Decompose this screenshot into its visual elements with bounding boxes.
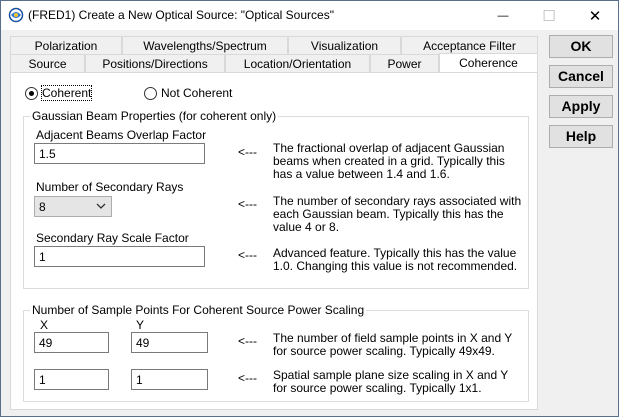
- tab-power[interactable]: Power: [370, 54, 439, 73]
- minimize-button[interactable]: [480, 1, 526, 30]
- help-button[interactable]: Help: [549, 125, 613, 148]
- tab-polarization[interactable]: Polarization: [10, 36, 122, 55]
- not-coherent-radio[interactable]: [144, 86, 232, 100]
- x-column-label: X: [40, 318, 49, 332]
- secondary-rays-value: 8: [39, 200, 46, 214]
- close-icon: ✕: [588, 7, 602, 25]
- scale-description: Advanced feature. Typically this has the value 1.0. Changing this value is not recommended.: [273, 246, 518, 273]
- window-title: (FRED1) Create a New Optical Source: "Optical Sources": [28, 8, 334, 22]
- secondary-rays-label: Number of Secondary Rays: [36, 180, 184, 194]
- tab-wavelengths-spectrum[interactable]: Wavelengths/Spectrum: [122, 36, 288, 55]
- sample-points-group-title: Number of Sample Points For Coherent Source Power Scaling: [32, 303, 365, 317]
- coherent-radio[interactable]: [25, 86, 91, 100]
- overlap-factor-input[interactable]: [34, 143, 205, 164]
- plane-scale-x-input[interactable]: [34, 369, 109, 390]
- tab-coherence[interactable]: Coherence: [439, 53, 538, 73]
- chevron-down-icon: [95, 200, 107, 212]
- secondary-rays-arrow: <---: [238, 197, 257, 211]
- gaussian-beam-group-title: Gaussian Beam Properties (for coherent only): [32, 109, 277, 123]
- plane-scale-y-input[interactable]: [131, 369, 208, 390]
- coherence-panel: [10, 72, 538, 410]
- ok-button[interactable]: OK: [549, 35, 613, 58]
- sample-points-group: [23, 303, 529, 402]
- overlap-description: The fractional overlap of adjacent Gaussian beams when created in a grid. Typically this has a value between 1.4 and 1.6.: [273, 141, 505, 181]
- gaussian-beam-group: [23, 109, 529, 289]
- apply-button[interactable]: Apply: [549, 95, 613, 118]
- not-coherent-radio-label: Not Coherent: [161, 86, 233, 100]
- tab-location-orientation[interactable]: Location/Orientation: [225, 54, 370, 73]
- secondary-rays-description: The number of secondary rays associated with each Gaussian beam. Typically this has the value 4 or 8.: [273, 194, 522, 234]
- scale-factor-label: Secondary Ray Scale Factor: [36, 231, 189, 245]
- sample-points-description: The number of field sample points in X and Y for source power scaling. Typically 49x49.: [273, 331, 513, 358]
- coherent-radio-label: Coherent: [42, 86, 92, 100]
- title-bar[interactable]: [1, 1, 618, 30]
- y-column-label: Y: [136, 318, 145, 332]
- tab-visualization[interactable]: Visualization: [288, 36, 401, 55]
- scale-arrow: <---: [238, 248, 257, 262]
- tab-positions-directions[interactable]: Positions/Directions: [85, 54, 225, 73]
- close-button[interactable]: [572, 1, 618, 30]
- maximize-icon: ☐: [542, 7, 556, 25]
- maximize-button: [526, 1, 572, 30]
- plane-scale-description: Spatial sample plane size scaling in X and Y for source power scaling. Typically 1x1.: [273, 368, 509, 395]
- secondary-rays-select[interactable]: [34, 196, 112, 217]
- sample-points-x-input[interactable]: [34, 332, 109, 353]
- app-icon: [8, 7, 24, 23]
- cancel-button[interactable]: Cancel: [549, 65, 613, 88]
- overlap-arrow: <---: [238, 145, 257, 159]
- sample-points-y-input[interactable]: [131, 332, 208, 353]
- overlap-factor-label: Adjacent Beams Overlap Factor: [36, 128, 207, 142]
- tab-source[interactable]: Source: [10, 54, 85, 73]
- sample-points-arrow: <---: [238, 334, 257, 348]
- tab-acceptance-filter[interactable]: Acceptance Filter: [401, 36, 538, 55]
- scale-factor-input[interactable]: [34, 246, 205, 267]
- plane-scale-arrow: <---: [238, 371, 257, 385]
- minimize-icon: —: [497, 9, 509, 22]
- not-coherent-radio-indicator[interactable]: [144, 87, 157, 100]
- coherent-radio-indicator[interactable]: [25, 87, 38, 100]
